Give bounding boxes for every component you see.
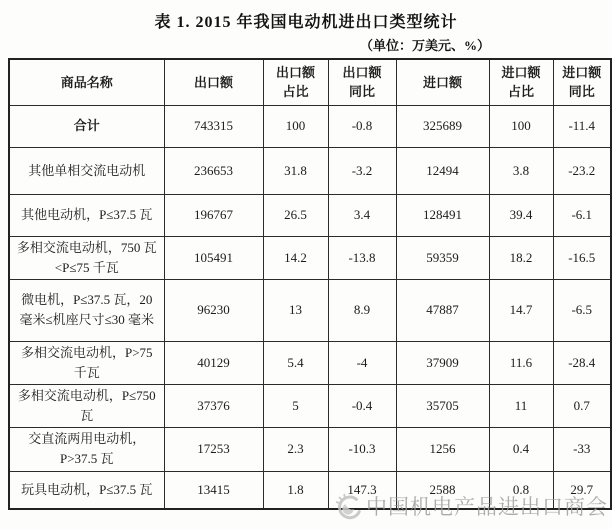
import-yoy-cell: -23.2: [553, 147, 611, 194]
unit-note: （单位：万美元、%）: [359, 38, 490, 53]
export-yoy-cell: 8.9: [328, 279, 396, 341]
stats-table: [8, 58, 612, 510]
import-share-cell: 11: [489, 384, 553, 427]
product-name-cell: 多相交流电动机，P≤750 瓦: [9, 384, 164, 427]
import-share-cell: 18.2: [489, 236, 553, 279]
import-share-cell: 14.7: [489, 279, 553, 341]
watermark-text: 中国机电产品进出口商会: [366, 495, 608, 519]
header-export-amount: 出口额: [164, 59, 263, 105]
export-amount-cell: 196767: [164, 194, 263, 236]
import-yoy-cell: -33: [553, 427, 611, 471]
page-title: 表 1. 2015 年我国电动机进出口类型统计: [154, 14, 458, 31]
export-share-cell: 2.3: [263, 427, 328, 471]
import-yoy-cell: 0.7: [553, 384, 611, 427]
export-amount-cell: 105491: [164, 236, 263, 279]
export-yoy-cell: -10.3: [328, 427, 396, 471]
export-amount-cell: 17253: [164, 427, 263, 471]
import-amount-cell: 12494: [396, 147, 489, 194]
import-share-cell: 100: [489, 105, 553, 147]
import-amount-cell: 128491: [396, 194, 489, 236]
export-amount-cell: 40129: [164, 341, 263, 384]
export-amount-cell: 743315: [164, 105, 263, 147]
import-yoy-cell: -16.5: [553, 236, 611, 279]
product-name-cell: 多相交流电动机，P>75 千瓦: [9, 341, 164, 384]
product-name-cell: 微电机，P≤37.5 瓦，20 毫米≤机座尺寸≤30 毫米: [9, 279, 164, 341]
export-share-cell: 100: [263, 105, 328, 147]
import-amount-cell: 1256: [396, 427, 489, 471]
header-row: [9, 59, 611, 105]
header-import-amount: 进口额: [396, 59, 489, 105]
table-row: [9, 427, 611, 471]
import-amount-cell: 37909: [396, 341, 489, 384]
import-yoy-cell: -6.5: [553, 279, 611, 341]
import-amount-cell: 47887: [396, 279, 489, 341]
import-share-cell: 11.6: [489, 341, 553, 384]
table-row: [9, 471, 611, 509]
export-amount-cell: 96230: [164, 279, 263, 341]
table-row: [9, 279, 611, 341]
export-share-cell: 14.2: [263, 236, 328, 279]
header-import-yoy: 进口额 同比: [553, 59, 611, 105]
import-share-cell: 39.4: [489, 194, 553, 236]
export-share-cell: 1.8: [263, 471, 328, 509]
product-name-cell: 多相交流电动机，750 瓦<P≤75 千瓦: [9, 236, 164, 279]
table-row: [9, 147, 611, 194]
export-yoy-cell: -3.2: [328, 147, 396, 194]
import-amount-cell: 35705: [396, 384, 489, 427]
import-amount-cell: 325689: [396, 105, 489, 147]
import-yoy-cell: -11.4: [553, 105, 611, 147]
import-amount-cell: 2588: [396, 471, 489, 509]
export-yoy-cell: -13.8: [328, 236, 396, 279]
export-yoy-cell: -4: [328, 341, 396, 384]
product-name-cell: 玩具电动机，P≤37.5 瓦: [9, 471, 164, 509]
export-share-cell: 31.8: [263, 147, 328, 194]
export-share-cell: 26.5: [263, 194, 328, 236]
product-name-cell: 交直流两用电动机，P>37.5 瓦: [9, 427, 164, 471]
export-share-cell: 5: [263, 384, 328, 427]
export-yoy-cell: 3.4: [328, 194, 396, 236]
header-export-yoy: 出口额 同比: [328, 59, 396, 105]
table-row: [9, 384, 611, 427]
export-share-cell: 13: [263, 279, 328, 341]
import-amount-cell: 59359: [396, 236, 489, 279]
header-export-share: 出口额 占比: [263, 59, 328, 105]
product-name-cell: 其他单相交流电动机: [9, 147, 164, 194]
export-yoy-cell: 147.3: [328, 471, 396, 509]
table-row: [9, 236, 611, 279]
import-share-cell: 0.8: [489, 471, 553, 509]
export-amount-cell: 236653: [164, 147, 263, 194]
import-share-cell: 3.8: [489, 147, 553, 194]
export-amount-cell: 13415: [164, 471, 263, 509]
header-import-share: 进口额 占比: [489, 59, 553, 105]
export-yoy-cell: -0.4: [328, 384, 396, 427]
import-yoy-cell: -28.4: [553, 341, 611, 384]
import-yoy-cell: 29.7: [553, 471, 611, 509]
table-row-total: [9, 105, 611, 147]
export-amount-cell: 37376: [164, 384, 263, 427]
product-name-cell: 其他电动机，P≤37.5 瓦: [9, 194, 164, 236]
header-product-name: 商品名称: [9, 59, 164, 105]
table-row: [9, 341, 611, 384]
import-share-cell: 0.4: [489, 427, 553, 471]
table-row: [9, 194, 611, 236]
export-yoy-cell: -0.8: [328, 105, 396, 147]
export-share-cell: 5.4: [263, 341, 328, 384]
import-yoy-cell: -6.1: [553, 194, 611, 236]
product-name-cell: 合计: [9, 105, 164, 147]
